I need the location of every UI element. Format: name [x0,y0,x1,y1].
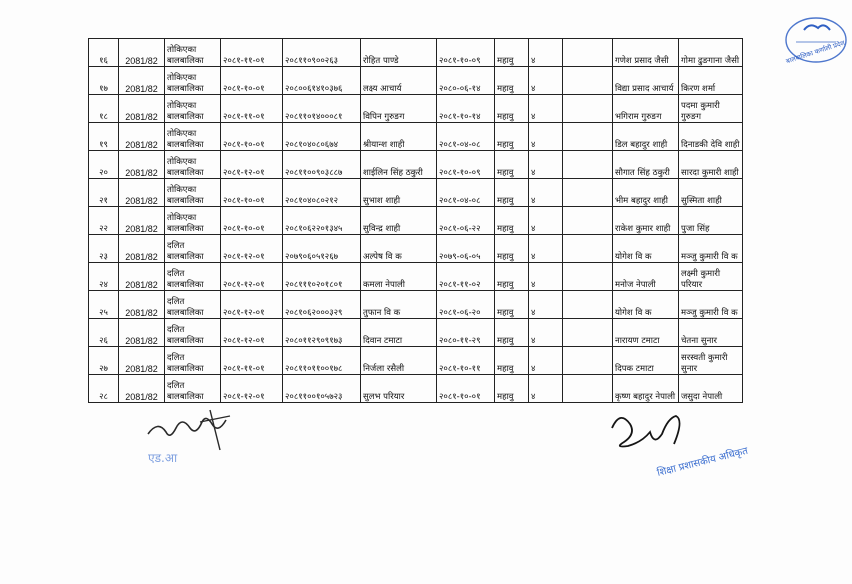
cell-serial: २० [89,151,119,179]
cell-student-id: २०८१०६२०००३२९ [283,291,361,319]
cell-type: महावु [495,319,529,347]
cell-student-id: २०८११००१०५७२३ [283,375,361,403]
cell-serial: २२ [89,207,119,235]
cell-category: दलित बालबालिका [165,347,221,375]
cell-mother-name: चेतना सुनार [679,319,743,347]
cell-birth-date: २०८०-०६-१४ [437,67,495,95]
cell-father-name: गणेश प्रसाद जैसी [613,39,679,67]
cell-category: दलित बालबालिका [165,235,221,263]
table-row [89,263,797,291]
cell-academic-year: 2081/82 [119,319,165,347]
cell-enroll-date: २०८१-१२-०१ [221,375,283,403]
cell-mother-name: पुजा सिंह [679,207,743,235]
cell-serial: १७ [89,67,119,95]
cell-serial: २५ [89,291,119,319]
cell-student-id: २०८११०१४०००८१ [283,95,361,123]
cell-academic-year: 2081/82 [119,151,165,179]
cell-type: महावु [495,291,529,319]
cell-student-name: अल्पेष वि क [361,235,437,263]
cell-academic-year: 2081/82 [119,375,165,403]
cell-student-id: २०८१११०२०१८०१ [283,263,361,291]
cell-category: दलित बालबालिका [165,291,221,319]
cell-birth-date: २०८१-१०-०९ [437,151,495,179]
cell-enroll-date: २०८१-१०-०१ [221,67,283,95]
cell-empty [563,67,613,95]
cell-quantity: ४ [529,95,563,123]
cell-student-name: विपिन गुरुङग [361,95,437,123]
cell-student-name: सुविन्द्र शाही [361,207,437,235]
cell-enroll-date: २०८१-११-०१ [221,347,283,375]
cell-quantity: ४ [529,123,563,151]
cell-empty [563,123,613,151]
cell-type: महावु [495,207,529,235]
cell-student-id: २०८११०९००२६३ [283,39,361,67]
cell-father-name: योगेश वि क [613,291,679,319]
left-signature-image [140,398,250,468]
table-row [89,39,797,67]
student-roster-table [88,38,797,403]
cell-type: महावु [495,123,529,151]
cell-academic-year: 2081/82 [119,291,165,319]
cell-serial: १९ [89,123,119,151]
cell-category: तोकिएका बालबालिका [165,179,221,207]
cell-academic-year: 2081/82 [119,67,165,95]
cell-category: तोकिएका बालबालिका [165,67,221,95]
cell-empty [563,207,613,235]
cell-enroll-date: २०८१-११-०१ [221,39,283,67]
cell-student-name: दिवान टमाटा [361,319,437,347]
table-row [89,67,797,95]
cell-mother-name: सारदा कुमारी शाही [679,151,743,179]
cell-birth-date: २०८१-१०-०९ [437,39,495,67]
cell-academic-year: 2081/82 [119,179,165,207]
cell-enroll-date: २०८१-१२-०१ [221,235,283,263]
cell-mother-name: मञ्जु कुमारी वि क [679,291,743,319]
cell-empty [563,291,613,319]
cell-birth-date: २०८१-१०-११ [437,347,495,375]
cell-mother-name: किरण शर्मा [679,67,743,95]
cell-serial: २८ [89,375,119,403]
cell-mother-name: दिनाडकी देवि शाही [679,123,743,151]
cell-birth-date: २०८१-०४-०८ [437,179,495,207]
cell-birth-date: २०८०-११-२९ [437,319,495,347]
cell-birth-date: २०८१-१०-१४ [437,95,495,123]
cell-student-name: निर्जला रसैली [361,347,437,375]
cell-student-name: सुभाश शाही [361,179,437,207]
cell-student-id: २०८११०११००१७८ [283,347,361,375]
cell-serial: २७ [89,347,119,375]
cell-category: तोकिएका बालबालिका [165,39,221,67]
cell-student-id: २०८००६१४१०३७६ [283,67,361,95]
cell-student-name: रोहित पाण्डे [361,39,437,67]
cell-mother-name: गोमा ढुङगाना जैसी [679,39,743,67]
cell-category: तोकिएका बालबालिका [165,151,221,179]
cell-type: महावु [495,39,529,67]
cell-serial: १८ [89,95,119,123]
cell-type: महावु [495,235,529,263]
cell-enroll-date: २०८१-११-०१ [221,95,283,123]
cell-serial: २१ [89,179,119,207]
cell-mother-name: पदमा कुमारी गुरुङग [679,95,743,123]
cell-birth-date: २०८१-११-०२ [437,263,495,291]
cell-student-name: श्रीयान्श शाही [361,123,437,151]
cell-serial: २३ [89,235,119,263]
cell-father-name: भगिराम गुरुङग [613,95,679,123]
cell-student-id: २०८१०६२२०१३४५ [283,207,361,235]
cell-student-id: २०८१०४०८०६७४ [283,123,361,151]
cell-birth-date: २०८१-०६-२२ [437,207,495,235]
cell-student-id: २०७९०६०५१२६७ [283,235,361,263]
cell-father-name: नारायण टमाटा [613,319,679,347]
cell-quantity: ४ [529,291,563,319]
cell-quantity: ४ [529,375,563,403]
cell-birth-date: २०७९-०६-०५ [437,235,495,263]
left-stamp-caption: एड.आ [148,451,178,465]
cell-student-name: शाईलिन सिंह ठकुरी [361,151,437,179]
cell-father-name: भीम बहादुर शाही [613,179,679,207]
table-row [89,347,797,375]
cell-father-name: सौगात सिंह ठकुरी [613,151,679,179]
cell-category: दलित बालबालिका [165,263,221,291]
cell-type: महावु [495,67,529,95]
cell-birth-date: २०८१-१०-०१ [437,375,495,403]
cell-enroll-date: २०८१-१०-०१ [221,207,283,235]
cell-quantity: ४ [529,207,563,235]
cell-enroll-date: २०८१-१२-०१ [221,263,283,291]
table-row [89,179,797,207]
cell-empty [563,95,613,123]
cell-type: महावु [495,95,529,123]
cell-mother-name: मञ्जु कुमारी वि क [679,235,743,263]
cell-father-name: मनोज नेपाली [613,263,679,291]
cell-father-name: राकेश कुमार शाही [613,207,679,235]
cell-father-name: योगेश वि क [613,235,679,263]
cell-empty [563,39,613,67]
cell-quantity: ४ [529,39,563,67]
cell-quantity: ४ [529,319,563,347]
cell-student-id: २०८१०४०८०२१२ [283,179,361,207]
cell-type: महावु [495,179,529,207]
cell-quantity: ४ [529,263,563,291]
table-row [89,151,797,179]
cell-empty [563,347,613,375]
cell-father-name: कृष्ण बहादुर नेपाली [613,375,679,403]
cell-empty [563,263,613,291]
cell-empty [563,319,613,347]
seal-text: बालबालिका कर्णाली प्रदेश [785,38,846,66]
cell-student-name: तुफान वि क [361,291,437,319]
cell-father-name: विद्या प्रसाद आचार्य [613,67,679,95]
cell-serial: १६ [89,39,119,67]
cell-empty [563,151,613,179]
cell-father-name: डिल बहादुर शाही [613,123,679,151]
roster-body [89,39,797,403]
cell-student-id: २०८०११२९०९१७३ [283,319,361,347]
cell-student-id: २०८११००९०३८८७ [283,151,361,179]
cell-quantity: ४ [529,151,563,179]
cell-academic-year: 2081/82 [119,207,165,235]
cell-category: दलित बालबालिका [165,319,221,347]
cell-type: महावु [495,375,529,403]
cell-type: महावु [495,151,529,179]
cell-academic-year: 2081/82 [119,123,165,151]
cell-type: महावु [495,347,529,375]
cell-student-name: कमला नेपाली [361,263,437,291]
table-row [89,235,797,263]
cell-category: दलित बालबालिका [165,375,221,403]
cell-academic-year: 2081/82 [119,263,165,291]
cell-serial: २४ [89,263,119,291]
cell-enroll-date: २०८१-१०-०१ [221,123,283,151]
cell-empty [563,235,613,263]
cell-mother-name: जसुदा नेपाली [679,375,743,403]
right-signature-image [600,392,750,482]
table-row [89,123,797,151]
cell-birth-date: २०८१-०४-०८ [437,123,495,151]
cell-enroll-date: २०८१-१०-०१ [221,179,283,207]
cell-academic-year: 2081/82 [119,95,165,123]
cell-quantity: ४ [529,235,563,263]
cell-quantity: ४ [529,347,563,375]
table-row [89,207,797,235]
cell-mother-name: सुस्मिता शाही [679,179,743,207]
cell-academic-year: 2081/82 [119,235,165,263]
cell-type: महावु [495,263,529,291]
office-seal-icon [776,14,848,70]
cell-enroll-date: २०८१-१२-०१ [221,151,283,179]
table-row [89,95,797,123]
cell-student-name: सुलभ परियार [361,375,437,403]
cell-academic-year: 2081/82 [119,39,165,67]
cell-birth-date: २०८१-०६-२० [437,291,495,319]
cell-category: तोकिएका बालबालिका [165,95,221,123]
cell-quantity: ४ [529,67,563,95]
cell-mother-name: लक्ष्मी कुमारी परियार [679,263,743,291]
cell-serial: २६ [89,319,119,347]
cell-quantity: ४ [529,179,563,207]
cell-mother-name: सरस्वती कुमारी सुनार [679,347,743,375]
table-row [89,319,797,347]
cell-enroll-date: २०८१-१२-०१ [221,319,283,347]
cell-father-name: दिपक टमाटा [613,347,679,375]
cell-student-name: लक्ष्य आचार्य [361,67,437,95]
table-row [89,291,797,319]
cell-category: तोकिएका बालबालिका [165,207,221,235]
cell-academic-year: 2081/82 [119,347,165,375]
cell-empty [563,179,613,207]
cell-enroll-date: २०८१-१२-०१ [221,291,283,319]
right-stamp-caption: शिक्षा प्रशासकीय अधिकृत [656,445,750,479]
cell-category: तोकिएका बालबालिका [165,123,221,151]
